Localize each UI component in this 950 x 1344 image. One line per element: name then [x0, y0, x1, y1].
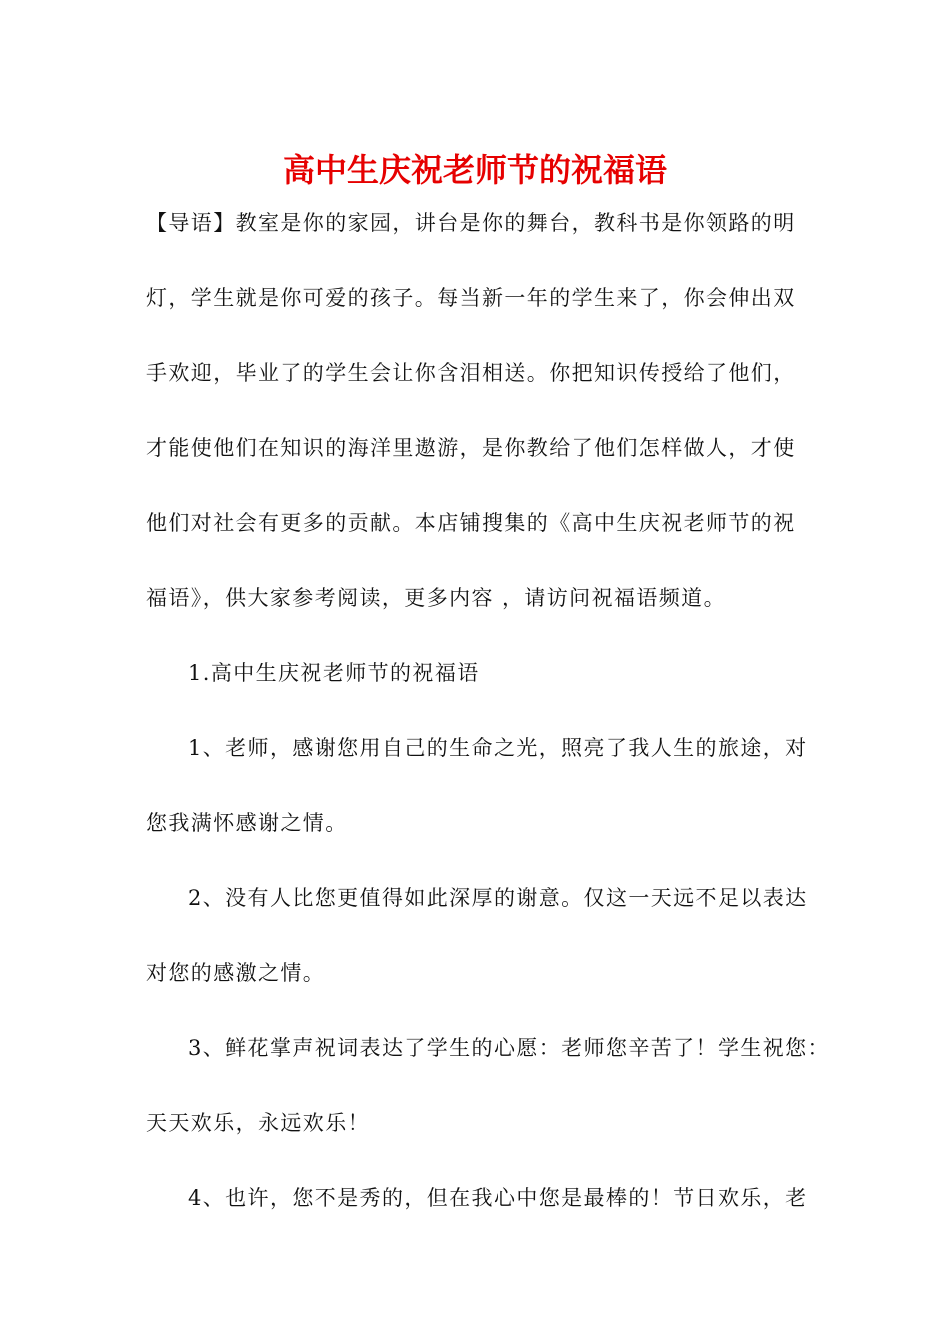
section-heading: 1.高中生庆祝老师节的祝福语: [188, 661, 480, 685]
text-line: 才能使他们在知识的海洋里遨游，是你教给了他们怎样做人，才使: [146, 436, 796, 460]
text-line: 2、没有人比您更值得如此深厚的谢意。仅这一天远不足以表达: [188, 886, 808, 910]
text-line: 1、老师，感谢您用自己的生命之光，照亮了我人生的旅途，对: [188, 736, 808, 760]
text-line: 他们对社会有更多的贡献。本店铺搜集的《高中生庆祝老师节的祝: [146, 511, 796, 535]
text-line: 对您的感激之情。: [146, 961, 326, 985]
text-line: 3、鲜花掌声祝词表达了学生的心愿：老师您辛苦了！学生祝您：: [188, 1036, 830, 1060]
text-line: 【导语】教室是你的家园，讲台是你的舞台，教科书是你领路的明: [146, 211, 796, 235]
text-line: 手欢迎，毕业了的学生会让你含泪相送。你把知识传授给了他们，: [146, 361, 796, 385]
text-line: 天天欢乐，永远欢乐！: [146, 1111, 370, 1135]
text-line: 您我满怀感谢之情。: [146, 811, 348, 835]
document-title: 高中生庆祝老师节的祝福语: [282, 151, 667, 189]
text-line: 福语》，供大家参考阅读，更多内容 ，请访问祝福语频道。: [146, 586, 726, 610]
text-line: 灯，学生就是你可爱的孩子。每当新一年的学生来了，你会伸出双: [146, 286, 796, 310]
text-line: 4、也许，您不是秀的，但在我心中您是最棒的！节日欢乐，老: [188, 1186, 808, 1210]
